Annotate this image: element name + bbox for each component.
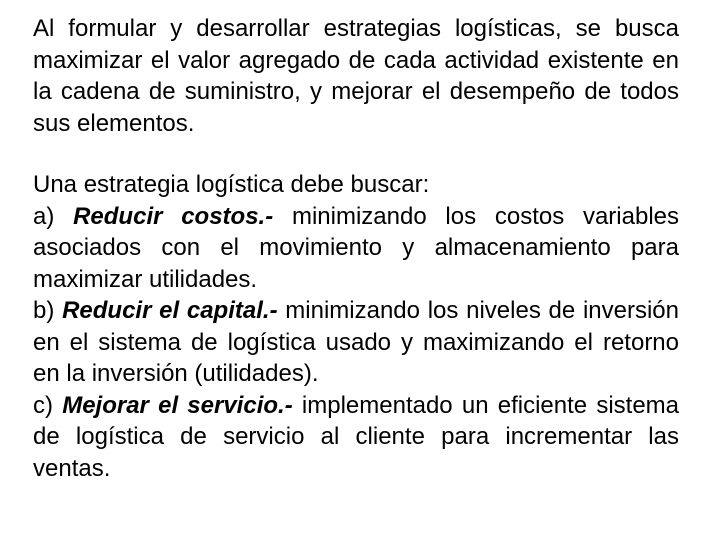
item-term: Mejorar el servicio.- xyxy=(62,391,293,419)
item-marker: b) xyxy=(33,297,55,324)
item-text: minimizando los niveles de inversión en el sistema de logística usado y maximizando el retorno en la inversión (utilidades). xyxy=(33,297,679,387)
item-marker: a) xyxy=(33,202,55,230)
strategy-list xyxy=(33,169,679,484)
intro-text: Al formular y desarrollar estrategias logísticas, se busca maximizar el valor agregado de cada actividad existente en la cadena de suministro, y mejorar el desempeño de todos sus elementos. xyxy=(33,15,679,137)
item-marker: c) xyxy=(33,391,53,419)
list-item-reduce-costs xyxy=(33,201,679,296)
item-text: implementado un eficiente sistema de logística de servicio al cliente para incrementar las ventas. xyxy=(33,391,680,482)
item-term: Reducir costos.- xyxy=(73,202,274,230)
list-item-reduce-capital xyxy=(33,295,679,390)
lead-text: Una estrategia logística debe buscar: xyxy=(33,171,430,198)
list-item-improve-service xyxy=(33,390,679,485)
intro-paragraph xyxy=(33,13,679,139)
item-term: Reducir el capital.- xyxy=(62,297,278,324)
item-text: minimizando los costos variables asociados con el movimiento y almacenamiento para maximizar utilidades. xyxy=(33,202,680,293)
